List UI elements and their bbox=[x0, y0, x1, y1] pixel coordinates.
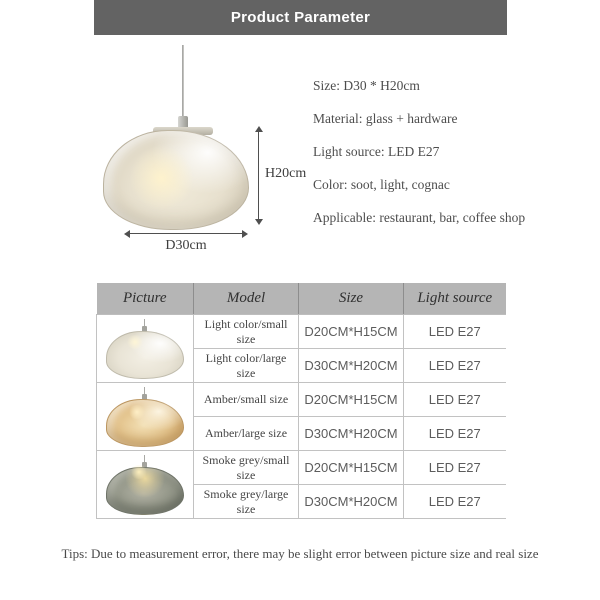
light-source-cell: LED E27 bbox=[404, 417, 506, 451]
lamp-amber-thumbnail bbox=[100, 387, 190, 447]
spec-material: Material: glass + hardware bbox=[313, 111, 458, 126]
parameter-table bbox=[96, 283, 506, 519]
page-title-banner bbox=[94, 0, 507, 35]
picture-cell-amber bbox=[97, 383, 194, 451]
arrow-left-icon bbox=[124, 230, 130, 238]
lamp-smoke-grey-thumbnail bbox=[100, 455, 190, 515]
lamp-cord bbox=[182, 45, 184, 119]
height-dimension-label: H20cm bbox=[265, 166, 307, 181]
light-source-cell: LED E27 bbox=[404, 485, 506, 519]
size-cell: D30CM*H20CM bbox=[299, 485, 404, 519]
product-image bbox=[103, 130, 249, 230]
spec-applicable: Applicable: restaurant, bar, coffee shop bbox=[313, 210, 526, 225]
table-row bbox=[97, 383, 506, 417]
column-header-light-source: Light source bbox=[404, 283, 506, 315]
model-cell: Smoke grey/small size bbox=[194, 451, 299, 485]
light-source-cell: LED E27 bbox=[404, 383, 506, 417]
size-cell: D20CM*H15CM bbox=[299, 451, 404, 485]
bulb-glow bbox=[126, 335, 144, 349]
model-cell: Light color/small size bbox=[194, 315, 299, 349]
picture-cell-smoke-grey bbox=[97, 451, 194, 519]
light-source-cell: LED E27 bbox=[404, 349, 506, 383]
table-header-row bbox=[97, 283, 506, 315]
bulb-glow bbox=[130, 465, 148, 479]
spec-size: Size: D30 * H20cm bbox=[313, 78, 420, 93]
column-header-model: Model bbox=[194, 283, 299, 315]
bulb-glow bbox=[128, 405, 146, 419]
page-title: Product Parameter bbox=[230, 9, 371, 26]
diameter-dimension-arrow bbox=[126, 233, 246, 234]
spec-list bbox=[313, 79, 525, 225]
arrow-right-icon bbox=[242, 230, 248, 238]
lamp-shade bbox=[106, 399, 184, 447]
lamp-shade bbox=[106, 331, 184, 379]
table-row bbox=[97, 315, 506, 349]
table-row bbox=[97, 451, 506, 485]
column-header-size: Size bbox=[299, 283, 404, 315]
arrow-up-icon bbox=[255, 126, 263, 132]
picture-cell-light bbox=[97, 315, 194, 383]
column-header-picture: Picture bbox=[97, 283, 194, 315]
spec-color: Color: soot, light, cognac bbox=[313, 177, 450, 192]
size-cell: D30CM*H20CM bbox=[299, 349, 404, 383]
diameter-dimension-label: D30cm bbox=[165, 238, 207, 253]
lamp-light-color-thumbnail bbox=[100, 319, 190, 379]
size-cell: D20CM*H15CM bbox=[299, 383, 404, 417]
light-source-cell: LED E27 bbox=[404, 315, 506, 349]
tips-note: Tips: Due to measurement error, there may be slight error between picture size and real size bbox=[61, 546, 539, 561]
light-source-cell: LED E27 bbox=[404, 451, 506, 485]
model-cell: Smoke grey/large size bbox=[194, 485, 299, 519]
model-cell: Amber/large size bbox=[194, 417, 299, 451]
height-dimension-arrow bbox=[258, 128, 259, 223]
spec-light-source: Light source: LED E27 bbox=[313, 144, 440, 159]
model-cell: Amber/small size bbox=[194, 383, 299, 417]
size-cell: D30CM*H20CM bbox=[299, 417, 404, 451]
model-cell: Light color/large size bbox=[194, 349, 299, 383]
arrow-down-icon bbox=[255, 219, 263, 225]
size-cell: D20CM*H15CM bbox=[299, 315, 404, 349]
